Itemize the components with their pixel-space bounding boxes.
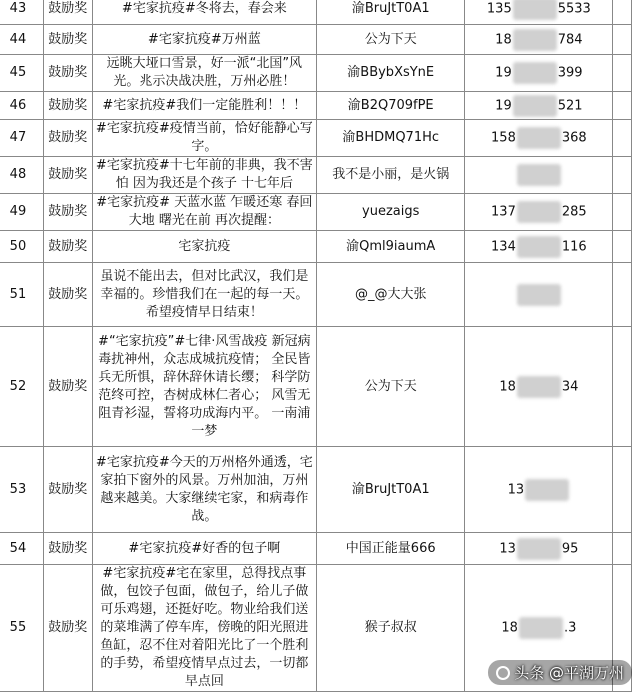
phone-redaction bbox=[517, 201, 561, 223]
phone-redaction bbox=[513, 95, 557, 117]
content-cell: 宅家抗疫 bbox=[92, 231, 316, 263]
extra-cell bbox=[613, 231, 632, 263]
content-cell: #宅家抗疫#疫情当前，恰好能静心写字。 bbox=[92, 120, 316, 157]
phone-redaction bbox=[517, 284, 561, 306]
phone-prefix: 158 bbox=[491, 130, 516, 146]
table-row bbox=[0, 55, 632, 92]
phone-redaction bbox=[517, 538, 561, 560]
content-cell: 虽说不能出去，但对比武汉，我们是幸福的。珍惜我们在一起的每一天。希望疫情早日结束！ bbox=[92, 263, 316, 327]
award-cell: 鼓励奖 bbox=[43, 25, 92, 55]
award-cell: 鼓励奖 bbox=[43, 533, 92, 565]
table-row bbox=[0, 0, 632, 25]
phone-prefix: 134 bbox=[491, 239, 516, 254]
phone-prefix: 135 bbox=[486, 1, 512, 16]
table-row bbox=[0, 157, 632, 194]
row-number: 47 bbox=[0, 120, 43, 157]
phone-cell bbox=[465, 92, 613, 120]
phone-redaction bbox=[513, 29, 557, 51]
author-cell: 中国正能量666 bbox=[316, 533, 464, 565]
extra-cell bbox=[613, 0, 632, 25]
author-cell: 渝BBybXsYnE bbox=[316, 55, 464, 92]
phone-suffix: 784 bbox=[557, 32, 583, 47]
phone-redaction bbox=[513, 62, 557, 84]
author-cell: 我不是小丽，是火锅 bbox=[316, 157, 464, 194]
phone-cell bbox=[465, 327, 613, 447]
row-number: 55 bbox=[0, 565, 43, 692]
phone-cell bbox=[465, 25, 613, 55]
author-cell: 猴子叔叔 bbox=[316, 565, 464, 692]
phone-suffix: 368 bbox=[561, 130, 587, 146]
phone-prefix: 18 bbox=[499, 379, 516, 394]
phone-suffix: 95 bbox=[561, 541, 579, 556]
table-row bbox=[0, 92, 632, 120]
phone-suffix: .3 bbox=[563, 620, 577, 636]
table-row bbox=[0, 25, 632, 55]
content-cell: #宅家抗疫#我们一定能胜利！！！ bbox=[92, 92, 316, 120]
phone-cell bbox=[465, 120, 613, 157]
watermark-logo-icon bbox=[496, 666, 510, 680]
phone-suffix: 399 bbox=[557, 65, 583, 81]
row-number: 49 bbox=[0, 194, 43, 231]
phone-prefix: 19 bbox=[495, 98, 512, 113]
phone-suffix: 34 bbox=[561, 379, 579, 394]
author-cell: 渝B2Q709fPE bbox=[316, 92, 464, 120]
content-cell: #宅家抗疫#好香的包子啊 bbox=[92, 533, 316, 565]
award-cell: 鼓励奖 bbox=[43, 0, 92, 25]
content-cell: #宅家抗疫#今天的万州格外通透，宅家拍下窗外的风景。万州加油，万州越来越美。大家继续宅家，和病毒作战。 bbox=[92, 447, 316, 533]
phone-suffix: 5533 bbox=[557, 1, 591, 16]
content-cell: #宅家抗疫#万州蓝 bbox=[92, 25, 316, 55]
award-cell: 鼓励奖 bbox=[43, 120, 92, 157]
phone-redaction bbox=[517, 164, 561, 186]
phone-cell bbox=[465, 447, 613, 533]
author-cell: @_@大大张 bbox=[316, 263, 464, 327]
extra-cell bbox=[613, 157, 632, 194]
table-row bbox=[0, 533, 632, 565]
author-cell: 公为下天 bbox=[316, 327, 464, 447]
award-cell: 鼓励奖 bbox=[43, 447, 92, 533]
watermark bbox=[488, 660, 632, 685]
table-row bbox=[0, 194, 632, 231]
row-number: 54 bbox=[0, 533, 43, 565]
extra-cell bbox=[613, 533, 632, 565]
phone-cell bbox=[465, 263, 613, 327]
author-cell: 渝Qml9iaumA bbox=[316, 231, 464, 263]
row-number: 53 bbox=[0, 447, 43, 533]
table-row bbox=[0, 447, 632, 533]
award-cell: 鼓励奖 bbox=[43, 263, 92, 327]
content-cell: #宅家抗疫#冬将去，春会来 bbox=[92, 0, 316, 25]
phone-redaction bbox=[525, 479, 569, 501]
table-row bbox=[0, 327, 632, 447]
phone-cell bbox=[465, 55, 613, 92]
row-number: 45 bbox=[0, 55, 43, 92]
phone-cell bbox=[465, 157, 613, 194]
phone-redaction bbox=[517, 236, 561, 258]
phone-cell bbox=[465, 194, 613, 231]
phone-cell bbox=[465, 231, 613, 263]
row-number: 50 bbox=[0, 231, 43, 263]
award-cell: 鼓励奖 bbox=[43, 327, 92, 447]
watermark-text: 头条 @平湖万州 bbox=[514, 664, 624, 682]
award-cell: 鼓励奖 bbox=[43, 92, 92, 120]
author-cell: 公为下天 bbox=[316, 25, 464, 55]
row-number: 52 bbox=[0, 327, 43, 447]
phone-prefix: 13 bbox=[507, 482, 525, 497]
phone-redaction bbox=[513, 0, 557, 20]
author-cell: 渝BruJtT0A1 bbox=[316, 0, 464, 25]
award-cell: 鼓励奖 bbox=[43, 157, 92, 194]
table-row bbox=[0, 263, 632, 327]
phone-redaction bbox=[517, 376, 561, 398]
table-row bbox=[0, 120, 632, 157]
extra-cell bbox=[613, 92, 632, 120]
extra-cell bbox=[613, 55, 632, 92]
extra-cell bbox=[613, 194, 632, 231]
content-cell: #宅家抗疫# 天蓝水蓝 乍暖还寒 春回大地 曙光在前 再次提醒： bbox=[92, 194, 316, 231]
row-number: 46 bbox=[0, 92, 43, 120]
extra-cell bbox=[613, 263, 632, 327]
award-cell: 鼓励奖 bbox=[43, 194, 92, 231]
watermark-badge bbox=[488, 660, 632, 685]
author-cell: yuezaigs bbox=[316, 194, 464, 231]
row-number: 51 bbox=[0, 263, 43, 327]
phone-cell bbox=[465, 533, 613, 565]
phone-redaction bbox=[517, 127, 561, 149]
extra-cell bbox=[613, 25, 632, 55]
row-number: 44 bbox=[0, 25, 43, 55]
row-number: 43 bbox=[0, 0, 43, 25]
phone-cell bbox=[465, 0, 613, 25]
phone-redaction bbox=[519, 617, 563, 639]
phone-suffix: 116 bbox=[561, 239, 587, 254]
phone-prefix: 137 bbox=[491, 204, 516, 220]
phone-suffix: 285 bbox=[561, 204, 587, 220]
award-cell: 鼓励奖 bbox=[43, 231, 92, 263]
extra-cell bbox=[613, 447, 632, 533]
row-number: 48 bbox=[0, 157, 43, 194]
content-cell: #“宅家抗疫”#七律·风雪战疫 新冠病毒扰神州，众志成城抗疫情； 全民皆兵无所惧，辞休辞休请长缨； 科学防范终可控，杏树成林仁者心； 风雪无阻青衫湿，誓将功成海内平。 一南浦一梦 bbox=[92, 327, 316, 447]
author-cell: 渝BruJtT0A1 bbox=[316, 447, 464, 533]
extra-cell bbox=[613, 327, 632, 447]
extra-cell bbox=[613, 120, 632, 157]
phone-prefix: 18 bbox=[501, 620, 518, 636]
award-cell: 鼓励奖 bbox=[43, 55, 92, 92]
author-cell: 渝BHDMQ71Hc bbox=[316, 120, 464, 157]
phone-prefix: 19 bbox=[495, 65, 512, 81]
table-row bbox=[0, 231, 632, 263]
content-cell: #宅家抗疫#十七年前的非典，我不害怕 因为我还是个孩子 十七年后 bbox=[92, 157, 316, 194]
content-cell: 远眺大垭口雪景，好一派“北国”风光。兆示决战决胜，万州必胜！ bbox=[92, 55, 316, 92]
phone-prefix: 13 bbox=[499, 541, 516, 556]
content-cell: #宅家抗疫#宅在家里，总得找点事做，包饺子包面，做包子，给儿子做可乐鸡翅，还挺好吃。物业给我们送的菜堆满了停车库，傍晚的阳光照进鱼缸，忍不住对着阳光比了一个胜利的手势，希望疫情早点过去，一切都早点回 bbox=[92, 565, 316, 692]
phone-prefix: 18 bbox=[495, 32, 512, 47]
award-cell: 鼓励奖 bbox=[43, 565, 92, 692]
phone-suffix: 521 bbox=[557, 98, 583, 113]
